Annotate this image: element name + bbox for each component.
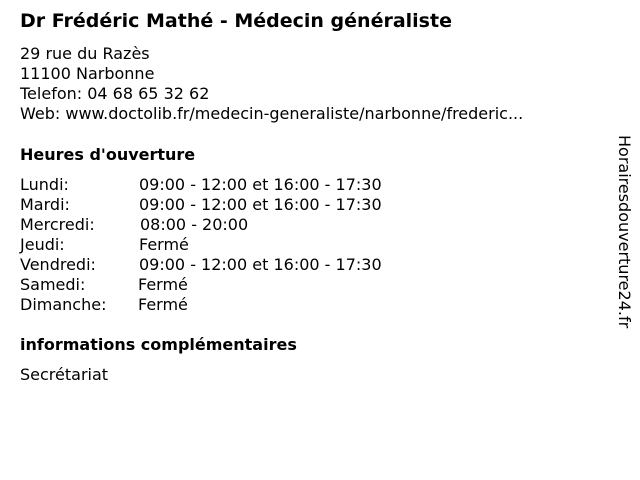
day-label: Jeudi:: [20, 235, 65, 254]
street-address: 29 rue du Razès: [20, 44, 150, 63]
time-range: 09:00 - 12:00 et 16:00 - 17:30: [139, 195, 382, 214]
time-range: 09:00 - 12:00 et 16:00 - 17:30: [139, 255, 382, 274]
time-range: Fermé: [138, 295, 188, 314]
phone-number: Telefon: 04 68 65 32 62: [20, 84, 210, 103]
day-label: Vendredi:: [20, 255, 96, 274]
day-label: Samedi:: [20, 275, 86, 294]
time-range: Fermé: [138, 275, 188, 294]
time-range: Fermé: [139, 235, 189, 254]
opening-hours-heading: Heures d'ouverture: [20, 145, 196, 164]
address-block: [20, 44, 523, 124]
time-range: 09:00 - 12:00 et 16:00 - 17:30: [139, 175, 382, 194]
site-watermark-text: Horairesdouverture24.fr: [615, 135, 634, 329]
city-address: 11100 Narbonne: [20, 64, 155, 83]
additional-info-heading: informations complémentaires: [20, 335, 297, 354]
time-range: 08:00 - 20:00: [140, 215, 249, 234]
day-label: Lundi:: [20, 175, 69, 194]
additional-info-text: Secrétariat: [20, 365, 109, 384]
website-link[interactable]: Web: www.doctolib.fr/medecin-generaliste/narbonne/frederic...: [20, 104, 524, 123]
day-label: Dimanche:: [20, 295, 107, 314]
day-label: Mercredi:: [20, 215, 95, 234]
day-label: Mardi:: [20, 195, 70, 214]
site-watermark: [613, 135, 637, 371]
page-title: Dr Frédéric Mathé - Médecin généraliste: [20, 10, 452, 32]
